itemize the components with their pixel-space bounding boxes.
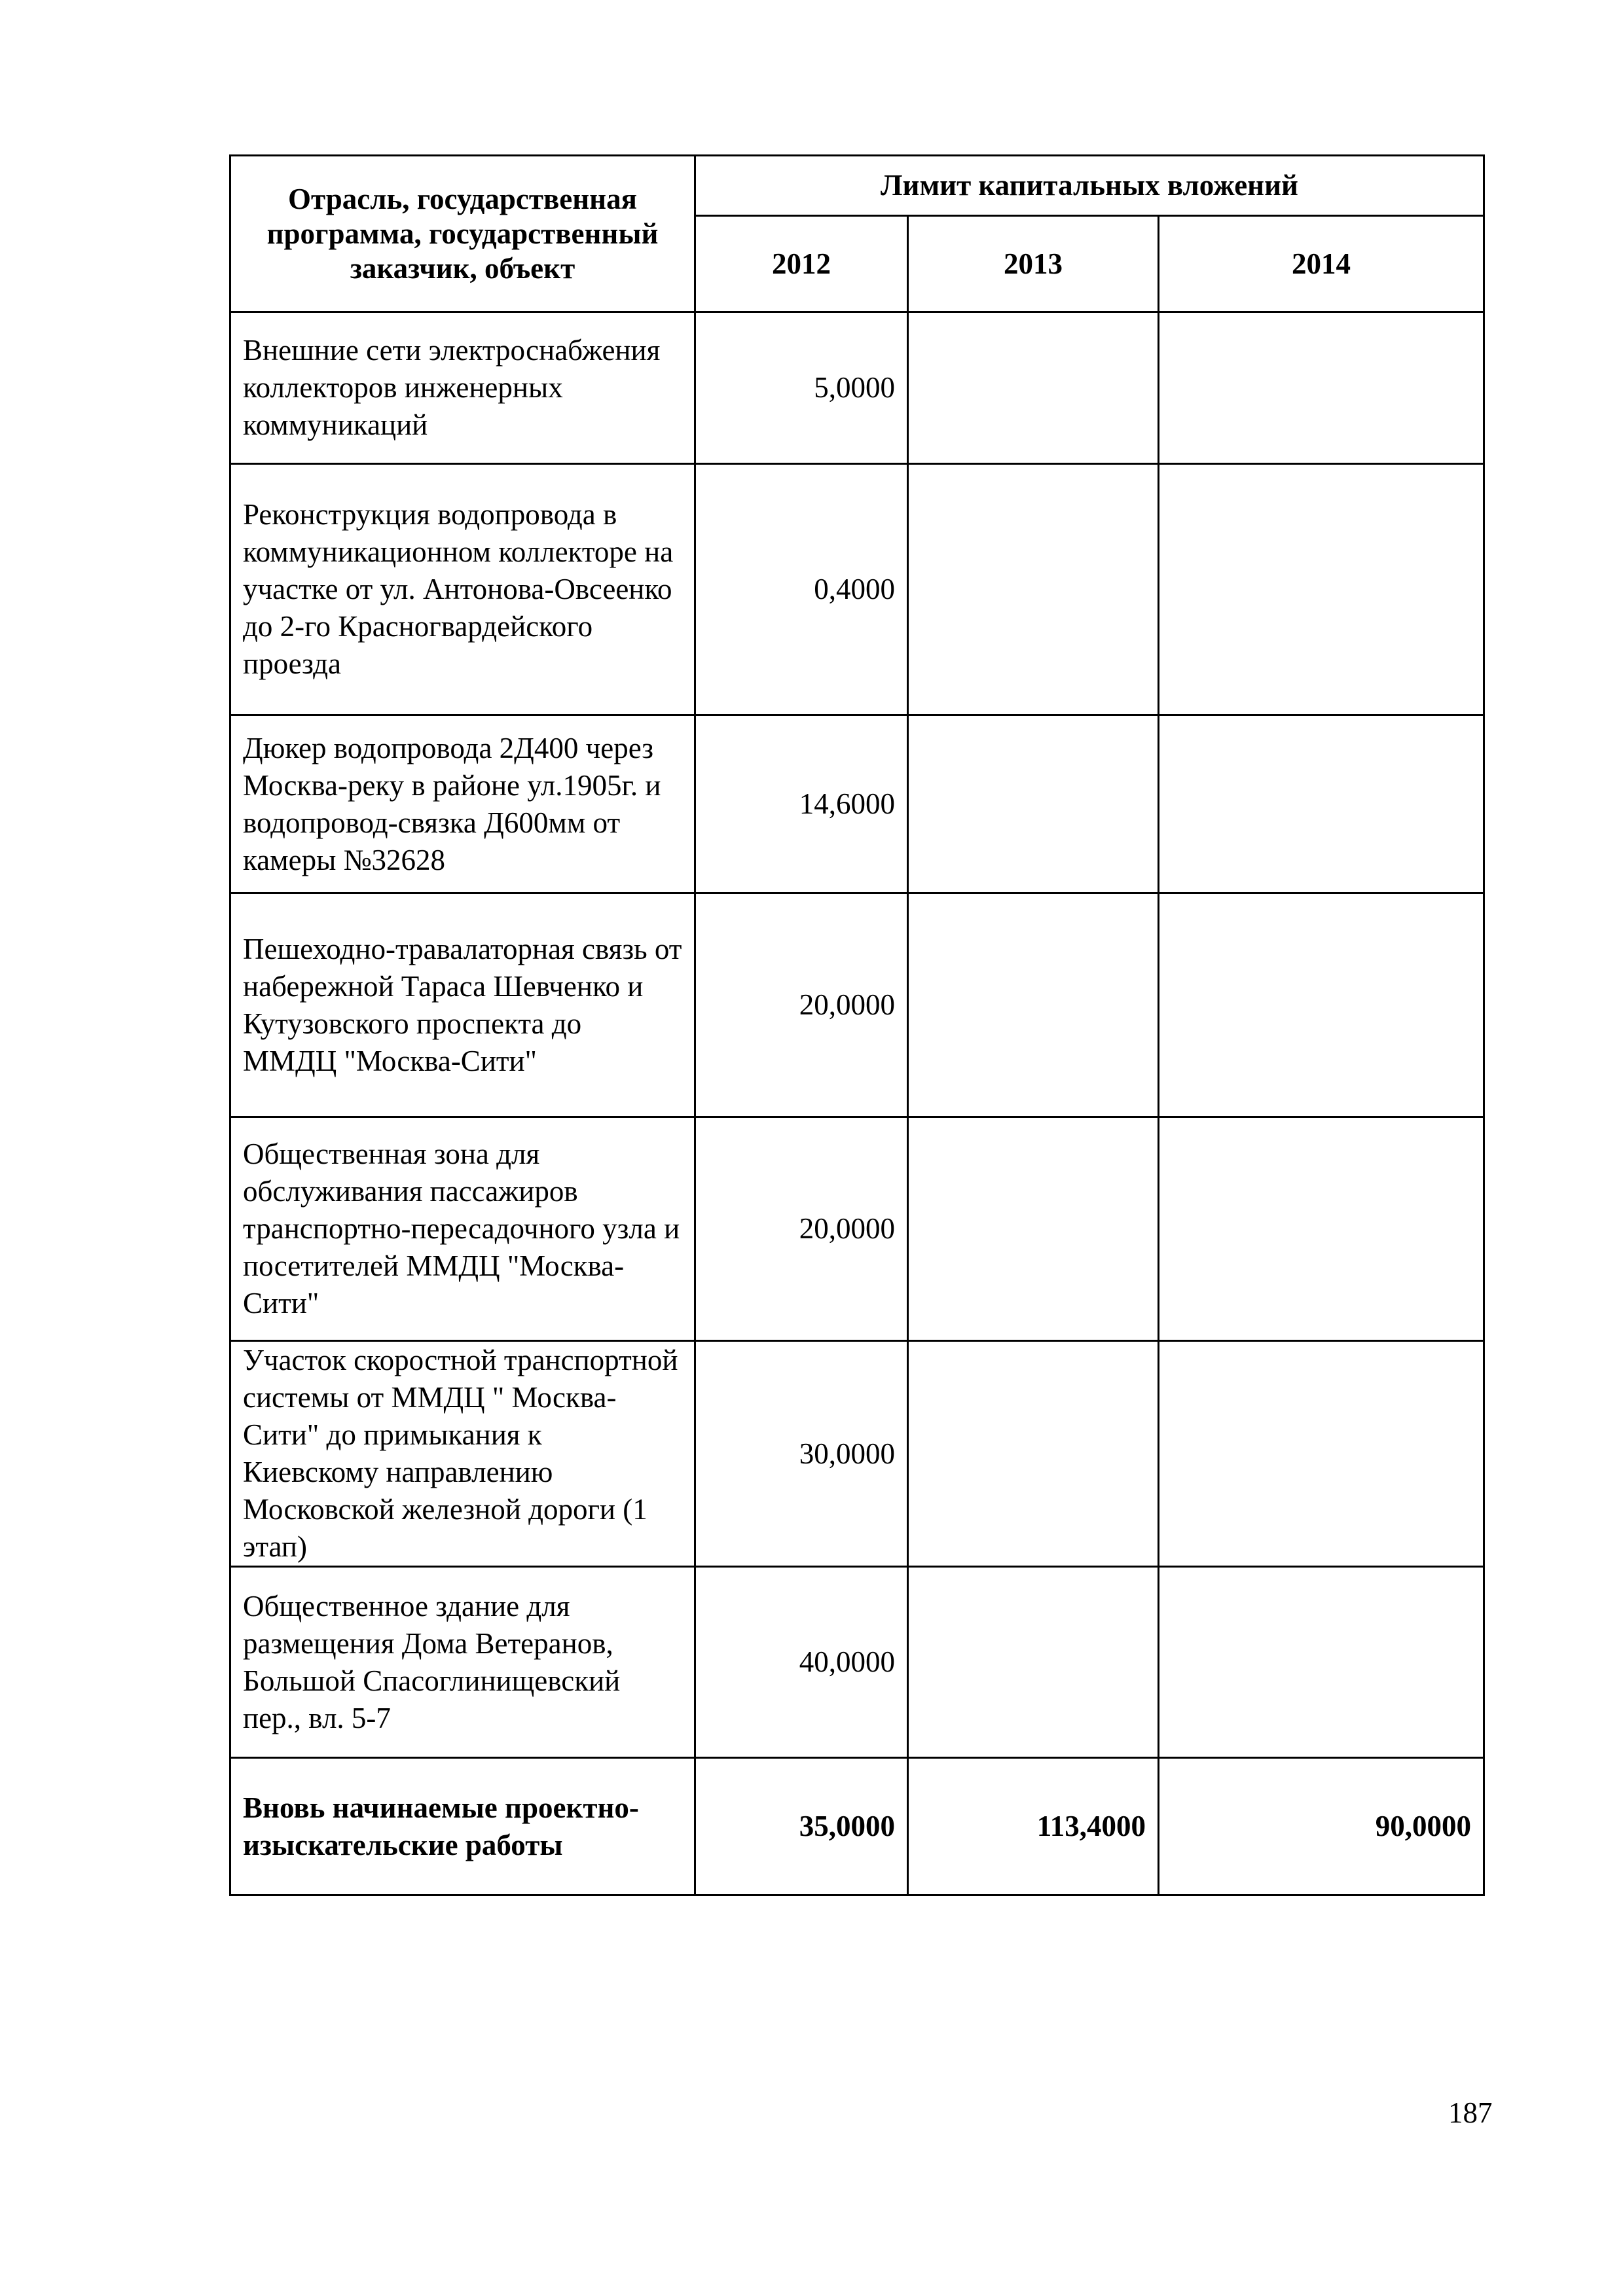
row-value-2012: 30,0000 bbox=[695, 1341, 908, 1567]
table-row bbox=[230, 464, 1484, 715]
table-row bbox=[230, 715, 1484, 893]
table-total-row bbox=[230, 1758, 1484, 1895]
table-row bbox=[230, 312, 1484, 464]
row-value-2013 bbox=[908, 893, 1159, 1117]
row-value-2013 bbox=[908, 312, 1159, 464]
total-value-2012: 35,0000 bbox=[695, 1758, 908, 1895]
row-value-2012: 5,0000 bbox=[695, 312, 908, 464]
row-object-name: Внешние сети электроснабжения коллекторов инженерных коммуникаций bbox=[230, 312, 695, 464]
row-object-name: Общественная зона для обслуживания пассажиров транспортно-пересадочного узла и посетителей ММДЦ "Москва-Сити" bbox=[230, 1117, 695, 1341]
row-value-2013 bbox=[908, 464, 1159, 715]
row-object-name: Пешеходно-травалаторная связь от набережной Тараса Шевченко и Кутузовского проспекта до ММДЦ "Москва-Сити" bbox=[230, 893, 695, 1117]
row-object-name: Дюкер водопровода 2Д400 через Москва-реку в районе ул.1905г. и водопровод-связка Д600мм от камеры №32628 bbox=[230, 715, 695, 893]
row-object-name: Участок скоростной транспортной системы от ММДЦ " Москва-Сити" до примыкания к Киевскому направлению Московской железной дороги (1 этап) bbox=[230, 1341, 695, 1567]
row-value-2013 bbox=[908, 1341, 1159, 1567]
header-object-column: Отрасль, государственная программа, государственный заказчик, объект bbox=[230, 156, 695, 312]
header-capital-investment-limit: Лимит капитальных вложений bbox=[695, 156, 1484, 216]
row-value-2014 bbox=[1159, 1341, 1484, 1567]
header-year-2014: 2014 bbox=[1159, 216, 1484, 312]
row-value-2012: 14,6000 bbox=[695, 715, 908, 893]
row-value-2012: 20,0000 bbox=[695, 1117, 908, 1341]
table-row bbox=[230, 1567, 1484, 1758]
row-value-2012: 40,0000 bbox=[695, 1567, 908, 1758]
row-value-2014 bbox=[1159, 715, 1484, 893]
row-value-2014 bbox=[1159, 464, 1484, 715]
row-value-2013 bbox=[908, 1117, 1159, 1341]
row-value-2012: 0,4000 bbox=[695, 464, 908, 715]
table-row bbox=[230, 893, 1484, 1117]
header-year-2012: 2012 bbox=[695, 216, 908, 312]
total-row-name: Вновь начинаемые проектно-изыскательские работы bbox=[230, 1758, 695, 1895]
total-value-2013: 113,4000 bbox=[908, 1758, 1159, 1895]
row-value-2014 bbox=[1159, 893, 1484, 1117]
row-value-2013 bbox=[908, 715, 1159, 893]
total-value-2014: 90,0000 bbox=[1159, 1758, 1484, 1895]
row-value-2012: 20,0000 bbox=[695, 893, 908, 1117]
row-object-name: Общественное здание для размещения Дома Ветеранов, Большой Спасоглинищевский пер., вл. 5-7 bbox=[230, 1567, 695, 1758]
page-number: 187 bbox=[1448, 2096, 1493, 2129]
row-value-2013 bbox=[908, 1567, 1159, 1758]
row-value-2014 bbox=[1159, 1567, 1484, 1758]
table-row bbox=[230, 1117, 1484, 1341]
row-value-2014 bbox=[1159, 312, 1484, 464]
row-object-name: Реконструкция водопровода в коммуникационном коллекторе на участке от ул. Антонова-Овсеенко до 2-го Красногвардейского проезда bbox=[230, 464, 695, 715]
header-year-2013: 2013 bbox=[908, 216, 1159, 312]
table-row bbox=[230, 1341, 1484, 1567]
capital-investment-table bbox=[229, 154, 1485, 1896]
row-value-2014 bbox=[1159, 1117, 1484, 1341]
